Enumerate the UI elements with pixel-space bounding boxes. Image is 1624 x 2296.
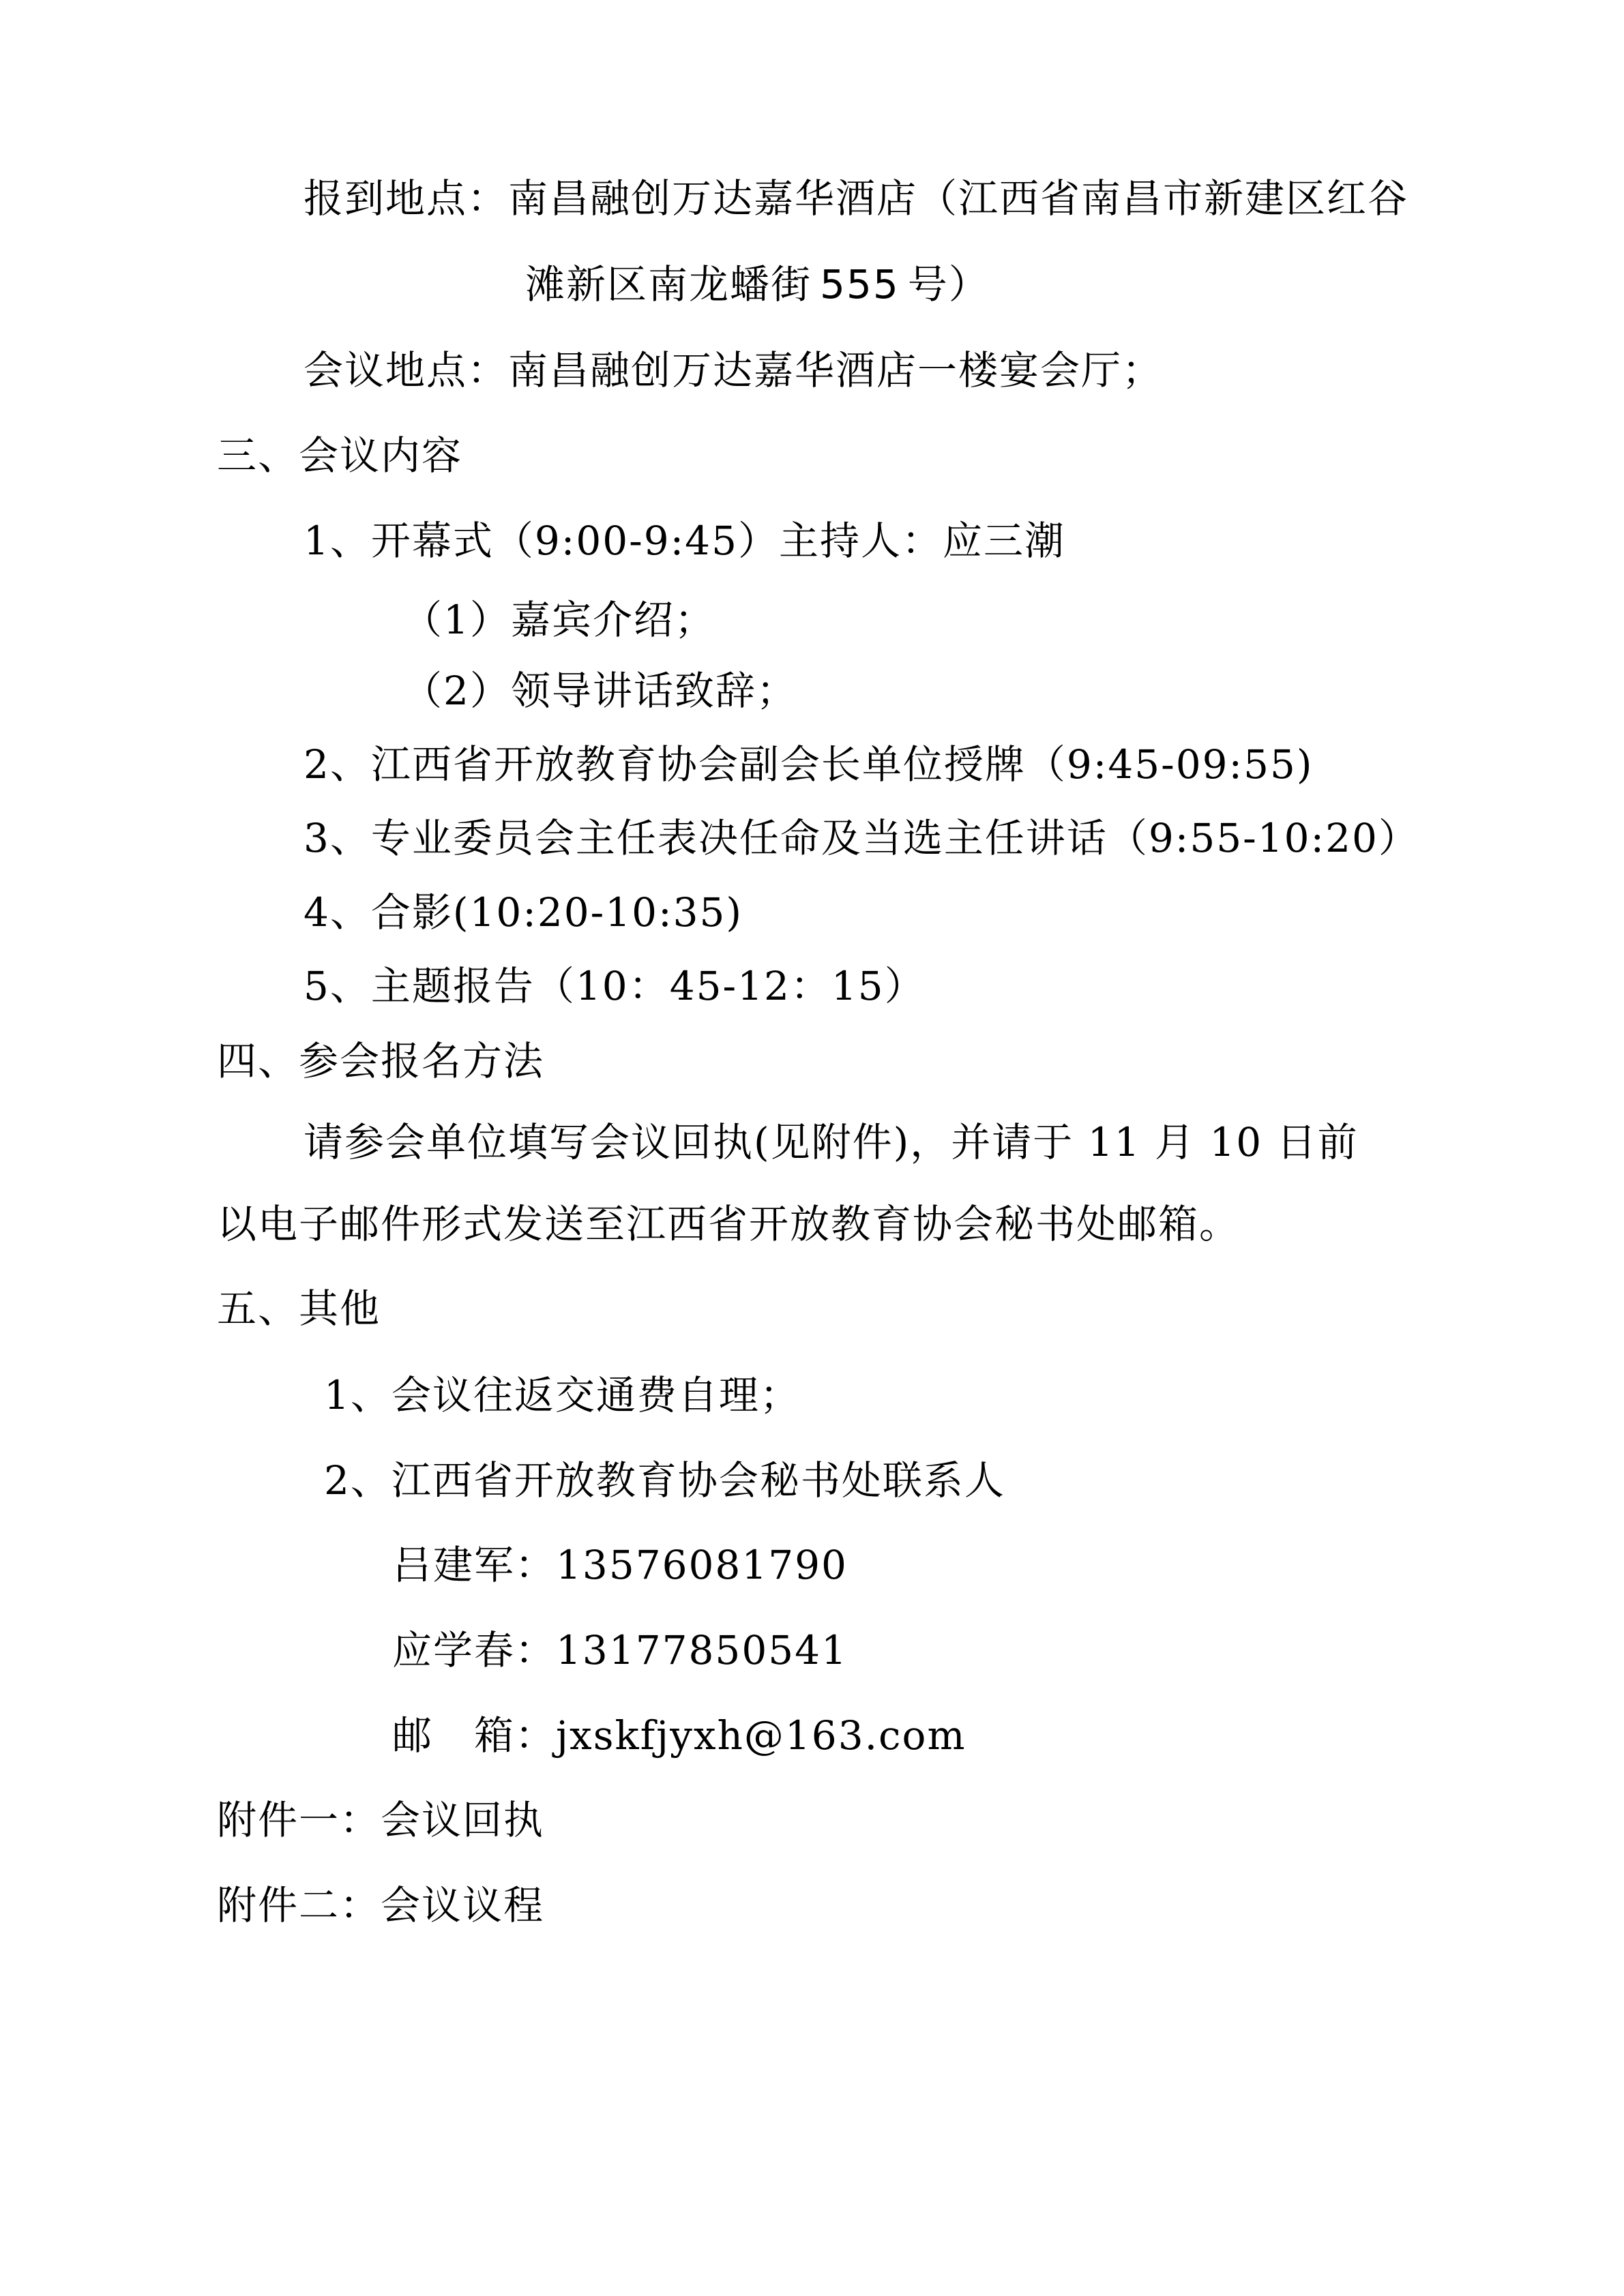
contact-email: jxskfjyxh@163.com <box>556 1712 966 1759</box>
agenda-item: 2、江西省开放教育协会副会长单位授牌（9:45-09:55) <box>304 741 1314 788</box>
contact-label: 邮 箱： <box>392 1712 557 1759</box>
meeting-place-label: 会议地点： <box>304 347 509 393</box>
agenda-item: 1、开幕式（9:00-9:45）主持人：应三潮 <box>304 518 1065 564</box>
registration-label: 报到地点： <box>304 175 509 222</box>
contact-row <box>392 1712 966 1759</box>
other-item: 2、江西省开放教育协会秘书处联系人 <box>324 1457 1005 1504</box>
registration-venue-cont: 滩新区南龙蟠街 <box>525 261 812 308</box>
contact-phone: 13177850541 <box>556 1627 848 1673</box>
agenda-item: 4、合影(10:20-10:35) <box>304 889 743 936</box>
contact-row <box>392 1541 848 1589</box>
contact-label: 吕建军： <box>392 1542 557 1588</box>
meeting-place-line <box>304 346 1163 394</box>
section5-heading: 五、其他 <box>217 1285 381 1332</box>
contact-label: 应学春： <box>392 1627 557 1673</box>
registration-street-number: 555 <box>820 261 900 308</box>
other-item: 1、会议往返交通费自理； <box>324 1372 801 1418</box>
meeting-place-value: 南昌融创万达嘉华酒店一楼宴会厅； <box>508 347 1164 393</box>
attachment-1: 附件一：会议回执 <box>217 1797 545 1843</box>
agenda-subitem: （1）嘉宾介绍； <box>402 597 715 643</box>
section3-heading: 三、会议内容 <box>217 432 463 479</box>
contact-row <box>392 1626 848 1674</box>
registration-line <box>304 175 1408 222</box>
registration-method-para-line2: 以电子邮件形式发送至江西省开放教育协会秘书处邮箱。 <box>217 1201 1241 1247</box>
registration-venue: 南昌融创万达嘉华酒店（江西省南昌市新建区红谷 <box>508 175 1409 222</box>
contact-phone: 13576081790 <box>556 1542 848 1588</box>
agenda-subitem: （2）领导讲话致辞； <box>402 668 797 714</box>
agenda-item: 5、主题报告（10：45-12：15） <box>304 963 926 1009</box>
agenda-item: 3、专业委员会主任表决任命及当选主任讲话（9:55-10:20） <box>304 815 1419 861</box>
registration-method-para-line1: 请参会单位填写会议回执(见附件)，并请于 11 月 10 日前 <box>304 1119 1359 1165</box>
registration-line-cont <box>525 260 990 308</box>
section4-heading: 四、参会报名方法 <box>217 1038 545 1084</box>
attachment-2: 附件二：会议议程 <box>217 1882 545 1928</box>
registration-venue-suffix: 号） <box>907 261 990 308</box>
